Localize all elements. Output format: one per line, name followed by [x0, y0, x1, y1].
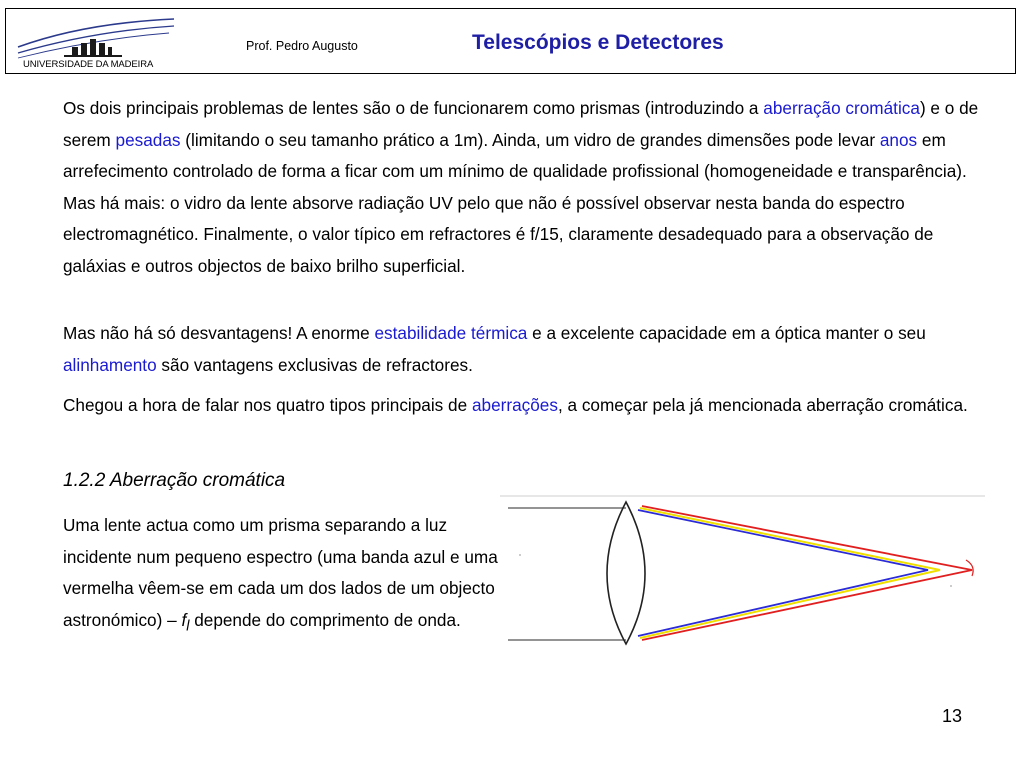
slide-header [5, 8, 1016, 74]
page-number: 13 [942, 706, 963, 726]
blue-ray [638, 510, 928, 636]
paragraph-aberrations-intro: Chegou a hora de falar nos quatro tipos principais de aberrações, a começar pela já mencionada aberração cromática. [63, 395, 968, 415]
highlight-heavy: pesadas [115, 129, 181, 150]
chromatic-aberration-diagram [500, 494, 985, 656]
lens-shape [607, 502, 645, 644]
highlight-chromatic-aberration: aberração cromática [763, 98, 920, 118]
paragraph-advantages: Mas não há só desvantagens! A enorme estabilidade térmica e a excelente capacidade em a óptica manter o seu alinhamento são vantagens exclusivas de refractores. [63, 323, 926, 375]
section-heading: 1.2.2 Aberração cromática [63, 470, 286, 491]
yellow-ray [640, 508, 940, 638]
focal-length-symbol: f [181, 609, 187, 630]
author-name: Prof. Pedro Augusto [246, 39, 358, 53]
paragraph-lens-problems: Os dois principais problemas de lentes são o de funcionarem como prismas (introduzindo a aberração cromática) e o de serem pesadas (limitando o seu tamanho prático a 1m). Ainda, um vidro de grandes dimensões pode levar anos em arrefecimento controlado de forma a ficar com um mínimo de qualidade profissional (homogeneidade e transparência). Mas há mais: o vidro da lente absorve radiação UV pelo que não é possível observar nesta banda do espectro electromagnético. Finalmente, o valor típico em refractores é f/15, claramente desadequado para a observação de galáxias e outros objectos de baixo brilho superficial. [63, 98, 979, 276]
page-title: Telescópios e Detectores [472, 31, 724, 54]
highlight-alignment: alinhamento [63, 354, 157, 375]
highlight-aberrations: aberrações [471, 395, 558, 415]
section-text: Uma lente actua como um prisma separando a luz incidente num pequeno espectro (uma banda azul e uma vermelha vêem-se em cada um dos lados de um objecto astronómico) – $f_l$ depende do comprimento de onda. [63, 515, 498, 634]
highlight-years: anos [879, 129, 918, 150]
highlight-thermal-stability: estabilidade térmica [374, 323, 528, 343]
logo-caption: UNIVERSIDADE DA MADEIRA [23, 59, 154, 70]
focal-length-subscript: l [186, 617, 190, 634]
